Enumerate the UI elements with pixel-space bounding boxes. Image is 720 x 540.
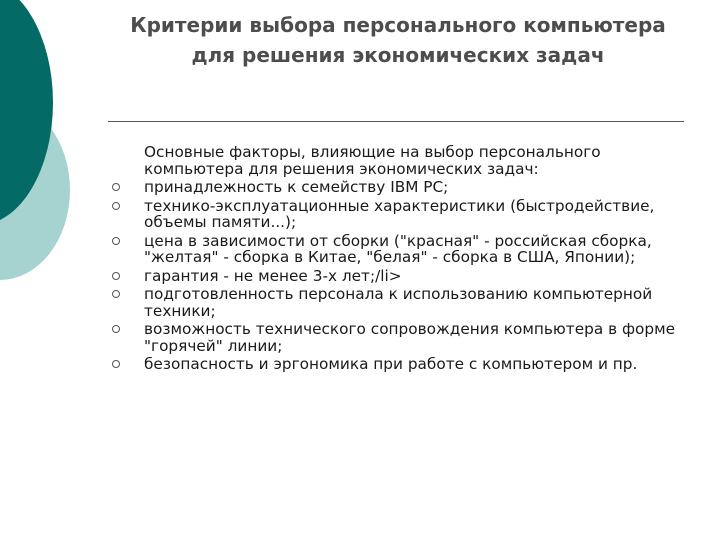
- list-item-text: гарантия - не менее 3-х лет;/li>: [144, 266, 402, 285]
- list-item: [112, 179, 692, 196]
- intro-text: Основные факторы, влияющие на выбор персонального компьютера для решения экономических задач:: [144, 143, 601, 178]
- list-item-text: технико-эксплуатационные характеристики (быстродействие, объемы памяти...);: [144, 196, 655, 231]
- list-item: [112, 233, 692, 266]
- list-item-text: безопасность и эргономика при работе с компьютером и пр.: [144, 355, 638, 373]
- list-item-text: цена в зависимости от сборки ("красная" - российская сборка, "желтая" - сборка в Китае, "белая" - сборка в США, Японии);: [144, 231, 652, 266]
- slide-title: [108, 10, 688, 70]
- slide-body: [112, 144, 692, 373]
- hollow-circle-icon: [112, 290, 120, 298]
- slide-title-line-1: Критерии выбора персонального компьютера: [130, 13, 666, 37]
- hollow-circle-icon: [112, 272, 120, 280]
- hollow-circle-icon: [112, 183, 120, 191]
- list-item-text: принадлежность к семейству IBM PC;: [144, 178, 449, 196]
- list-item: [112, 286, 692, 319]
- list-item: [112, 198, 692, 231]
- bullet-list: [112, 179, 692, 373]
- hollow-circle-icon: [112, 360, 120, 368]
- title-divider: [108, 121, 684, 122]
- list-item-text: подготовленность персонала к использованию компьютерной техники;: [144, 285, 653, 320]
- hollow-circle-icon: [112, 325, 120, 333]
- list-item: [112, 356, 692, 373]
- list-item: [112, 321, 692, 354]
- decorative-circles: [0, 0, 110, 300]
- slide-title-line-2: для решения экономических задач: [191, 43, 605, 67]
- hollow-circle-icon: [112, 202, 120, 210]
- list-item: [112, 268, 692, 285]
- list-item-text: возможность технического сопровождения компьютера в форме "горячей" линии;: [144, 320, 676, 355]
- hollow-circle-icon: [112, 237, 120, 245]
